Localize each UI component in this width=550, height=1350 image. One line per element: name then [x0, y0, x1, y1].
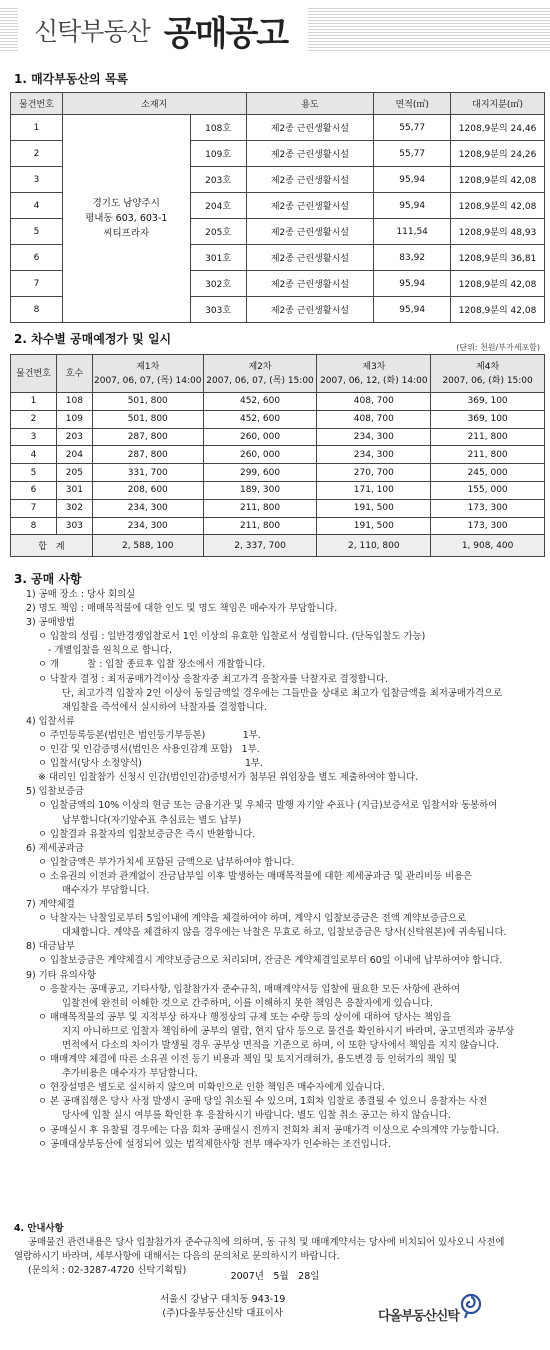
terms-line: ㅇ 낙찰자 결정 : 최저공매가격이상 응찰자중 최고가격 응찰자를 낙찰자로 결정합니다.	[38, 673, 388, 685]
item-no: 4	[11, 446, 57, 464]
terms-line: 단, 최고가격 입찰자 2인 이상이 동일금액일 경우에는 그들만을 상대로 최고가 입찰금액을 최저공매가격으로	[62, 687, 503, 699]
terms-line: 지지 아니하므로 입찰자 책임하에 공부의 열람, 현지 답사 등으로 물건을 확인하시기 바라며, 공고면적과 공부상	[62, 1025, 515, 1037]
price-cell: 270, 700	[317, 464, 431, 482]
unit-cell: 109	[56, 410, 92, 428]
logo-text: 다올부동산신탁	[378, 1309, 459, 1324]
item-no: 1	[11, 115, 63, 141]
area-cell: 95,94	[374, 193, 451, 219]
table-row	[11, 428, 545, 446]
round-label: 제4차	[476, 361, 500, 372]
unit-cell: 302호	[190, 271, 246, 297]
price-cell: 501, 800	[92, 393, 203, 411]
terms-line: ㅇ 소유권의 이전과 관계없이 잔금납부일 이후 발생하는 매매목적물에 대한 제세공과금 및 관리비등 비용은	[38, 870, 473, 882]
table-row	[11, 481, 545, 499]
total-cell: 2, 110, 800	[317, 535, 431, 557]
item-no: 2	[11, 410, 57, 428]
area-cell: 95,94	[374, 271, 451, 297]
item-no: 1	[11, 393, 57, 411]
terms-line: 9) 기타 유의사항	[26, 969, 96, 981]
round-label: 제3차	[362, 361, 386, 372]
item-no: 8	[11, 517, 57, 535]
price-cell: 234, 300	[317, 428, 431, 446]
col-header: 대지지분(㎡)	[451, 93, 545, 115]
terms-line: ㅇ 본 공매집행은 당사 사정 발생시 공매 당일 취소될 수 있으며, 1회차 입찰로 종결될 수 있으니 응찰자는 사전	[38, 1096, 488, 1108]
terms-line: ㅇ 입찰금액은 부가가치세 포함된 금액으로 납부하여야 합니다.	[38, 856, 295, 868]
terms-line: 납부합니다(자기앞수표 추심료는 별도 납부)	[62, 814, 242, 826]
unit-cell: 109호	[190, 141, 246, 167]
location-line: 평내동 603, 603-1	[85, 213, 168, 224]
price-cell: 211, 800	[431, 446, 545, 464]
area-cell: 95,94	[374, 297, 451, 323]
terms-line: ㅇ 매매목적물의 공부 및 지적부상 하자나 행정상의 규제 또는 수량 등의 상이에 대하여 당사는 책임을	[38, 1011, 452, 1023]
use-cell: 제2종 근린생활시설	[246, 115, 374, 141]
terms-line: ㅇ 입찰금액의 10% 이상의 현금 또는 금융기관 및 우체국 발행 자기앞 수표나 (지급)보증서로 입찰서와 동봉하여	[38, 800, 498, 812]
terms-line: ㅇ 주민등록등본(법인은 법인등기부등본) 1부.	[38, 729, 261, 741]
price-cell: 211, 800	[431, 428, 545, 446]
location-line: 씨티프라자	[103, 228, 150, 239]
col-header: 용도	[246, 93, 374, 115]
col-header: 소재지	[62, 93, 246, 115]
land-share-cell: 1208,9분의 42,08	[451, 193, 545, 219]
terms-line: 매수자가 부담합니다.	[62, 884, 150, 896]
terms-line: ㅇ 인감 및 인감증명서(법인은 사용인감계 포함) 1부.	[38, 744, 260, 756]
item-no: 8	[11, 297, 63, 323]
terms-line: ※ 대리인 입찰참가 신청시 인감(법인인감)증명서가 첨부된 위임장을 별도 제출하여야 합니다.	[38, 772, 419, 784]
price-cell: 234, 300	[317, 446, 431, 464]
price-cell: 211, 800	[203, 499, 317, 517]
land-share-cell: 1208,9분의 36,81	[451, 245, 545, 271]
price-cell: 171, 100	[317, 481, 431, 499]
terms-line: ㅇ 공매실시 후 유찰될 경우에는 다음 회차 공매실시 전까지 전회차 최저 공매가격 이상으로 수의계약 가능합니다.	[38, 1124, 500, 1136]
terms-line: ㅇ 입찰의 성립 : 일반경쟁입찰로서 1인 이상의 유효한 입찰로서 성립합니다. (단독입찰도 가능)	[38, 631, 426, 643]
price-cell: 452, 600	[203, 393, 317, 411]
terms-line: 추가비용은 매수자가 부담합니다.	[62, 1068, 198, 1080]
round-date: 2007, 06, (화) 15:00	[442, 375, 533, 386]
total-cell: 1, 908, 400	[431, 535, 545, 557]
price-cell: 408, 700	[317, 410, 431, 428]
location-line: 경기도 남양주시	[92, 198, 160, 209]
round-label: 제1차	[136, 361, 160, 372]
unit-cell: 108호	[190, 115, 246, 141]
total-cell: 2, 337, 700	[203, 535, 317, 557]
price-cell: 189, 300	[203, 481, 317, 499]
round1-header	[92, 355, 203, 393]
price-cell: 173, 300	[431, 499, 545, 517]
price-cell: 369, 100	[431, 393, 545, 411]
terms-line: ㅇ 응찰자는 공매공고, 기타사항, 입찰참가자 준수규칙, 매매계약서등 입찰에 필요한 모든 사항에 관하여	[38, 983, 461, 995]
table-row	[11, 410, 545, 428]
terms-line: 7) 계약체결	[26, 899, 75, 911]
price-cell: 331, 700	[92, 464, 203, 482]
terms-line: 면적에서 다소의 차이가 발생될 경우 공부상 면적을 기준으로 하며, 이 또한 당사에서 책임을 지지 않습니다.	[62, 1040, 500, 1051]
terms-line: 5) 입찰보증금	[26, 786, 84, 798]
header-title-box	[18, 8, 308, 52]
price-schedule-table	[10, 354, 545, 557]
use-cell: 제2종 근린생활시설	[246, 141, 374, 167]
land-share-cell: 1208,9분의 42,08	[451, 271, 545, 297]
round2-header	[203, 355, 317, 393]
use-cell: 제2종 근린생활시설	[246, 271, 374, 297]
price-cell: 408, 700	[317, 393, 431, 411]
swirl-logo-icon	[460, 1293, 482, 1319]
area-cell: 55,77	[374, 141, 451, 167]
table-row	[11, 115, 545, 141]
round-date: 2007, 06, 07, (목) 15:00	[206, 375, 314, 386]
item-no: 5	[11, 219, 63, 245]
land-share-cell: 1208,9분의 24,26	[451, 141, 545, 167]
unit-cell: 301	[56, 481, 92, 499]
terms-line: ㅇ 공매대상부동산에 설정되어 있는 법적제한사항 전부 매수자가 인수하는 조건입니다.	[38, 1138, 391, 1150]
unit-cell: 303	[56, 517, 92, 535]
area-cell: 95,94	[374, 167, 451, 193]
item-no: 7	[11, 499, 57, 517]
price-cell: 260, 000	[203, 428, 317, 446]
total-row	[11, 535, 545, 557]
item-no: 3	[11, 428, 57, 446]
section3-title: 3. 공매 사항	[14, 572, 82, 586]
terms-line: ㅇ 개 찰 : 입찰 종료후 입찰 장소에서 개찰합니다.	[38, 659, 266, 671]
unit-cell: 301호	[190, 245, 246, 271]
issuer-block	[160, 1293, 285, 1321]
terms-line: 재입찰을 즉석에서 실시하여 낙찰자를 결정합니다.	[62, 701, 268, 713]
terms-line: 2) 명도 책임 : 매매목적물에 대한 인도 및 명도 책임은 매수자가 부담합니다.	[26, 603, 338, 615]
table-row	[11, 393, 545, 411]
unit-cell: 302	[56, 499, 92, 517]
col-header: 호수	[56, 355, 92, 393]
unit-cell: 203	[56, 428, 92, 446]
price-cell: 245, 000	[431, 464, 545, 482]
terms-line: ㅇ 입찰결과 유찰자의 입찰보증금은 즉시 반환합니다.	[38, 828, 256, 840]
item-no: 2	[11, 141, 63, 167]
terms-line: 대체합니다. 계약을 체결하지 않을 경우에는 낙찰은 무효로 하고, 입찰보증금은 당사(신탁원본)에 귀속됩니다.	[62, 927, 507, 939]
round-label: 제2차	[248, 361, 272, 372]
col-header: 물건번호	[11, 93, 63, 115]
price-cell: 287, 800	[92, 446, 203, 464]
terms-line: 6) 제세공과금	[26, 842, 84, 854]
price-cell: 287, 800	[92, 428, 203, 446]
property-list-table	[10, 92, 545, 323]
price-cell: 191, 500	[317, 499, 431, 517]
unit-cell: 205	[56, 464, 92, 482]
price-cell: 299, 600	[203, 464, 317, 482]
land-share-cell: 1208,9분의 42,08	[451, 297, 545, 323]
item-no: 4	[11, 193, 63, 219]
table-row	[11, 446, 545, 464]
issuer-name: (주)다올부동산신탁 대표이사	[162, 1308, 283, 1319]
round4-header	[431, 355, 545, 393]
unit-cell: 204호	[190, 193, 246, 219]
header-title: 공매공고	[163, 13, 288, 54]
round-date: 2007, 06, 12, (화) 14:00	[320, 375, 428, 386]
terms-line: 당사에 입찰 실시 여부를 확인한 후 응찰하시기 바랍니다. 별도 입찰 취소 공고는 하지 않습니다.	[62, 1110, 451, 1122]
area-cell: 83,92	[374, 245, 451, 271]
location-cell	[62, 115, 190, 323]
guide-text: 공매물건 관련내용은 당사 입찰참가자 준수규칙에 의하며, 동 규칙 및 매매계약서는 당사에 비치되어 있사오니 사전에	[28, 1237, 505, 1249]
terms-line: 입찰전에 완전히 이해한 것으로 간주하며, 이를 이해하지 못한 책임은 응찰자에게 있습니다.	[62, 997, 433, 1009]
price-cell: 369, 100	[431, 410, 545, 428]
land-share-cell: 1208,9분의 42,08	[451, 167, 545, 193]
round-date: 2007, 06, 07, (목) 14:00	[94, 375, 202, 386]
terms-line: ㅇ 입찰보증금은 계약체결시 계약보증금으로 처리되며, 잔금은 계약체결일로부터 60일 이내에 납부하여야 합니다.	[38, 955, 503, 967]
terms-line: ㅇ 낙찰자는 낙찰일로부터 5일이내에 계약을 체결하여야 하며, 계약시 입찰보증금은 전액 계약보증금으로	[38, 913, 467, 925]
land-share-cell: 1208,9분의 48,93	[451, 219, 545, 245]
table-row	[11, 499, 545, 517]
auction-terms	[14, 588, 544, 1152]
item-no: 3	[11, 167, 63, 193]
use-cell: 제2종 근린생활시설	[246, 297, 374, 323]
price-cell: 191, 500	[317, 517, 431, 535]
land-share-cell: 1208,9분의 24,46	[451, 115, 545, 141]
guide-text: 열람하시기 바라며, 세부사항에 대해서는 다음의 문의처로 문의하시기 바랍니다.	[14, 1251, 340, 1263]
notice-date: 2007년 5월 28일	[230, 1271, 320, 1282]
table-row	[11, 464, 545, 482]
terms-line: ㅇ 입찰서(당사 소정양식) 1부.	[38, 758, 263, 770]
price-cell: 234, 300	[92, 517, 203, 535]
area-cell: 111,54	[374, 219, 451, 245]
terms-line: 1) 공매 장소 : 당사 회의실	[26, 589, 136, 600]
price-cell: 260, 000	[203, 446, 317, 464]
unit-cell: 203호	[190, 167, 246, 193]
header	[0, 0, 550, 60]
use-cell: 제2종 근린생활시설	[246, 193, 374, 219]
header-brand: 신탁부동산	[34, 17, 150, 46]
unit-cell: 204	[56, 446, 92, 464]
item-no: 6	[11, 245, 63, 271]
item-no: 6	[11, 481, 57, 499]
price-cell: 501, 800	[92, 410, 203, 428]
issuer-address: 서울시 강남구 대치동 943-19	[160, 1294, 286, 1305]
section1-title: 1. 매각부동산의 목록	[14, 72, 129, 86]
total-label: 합 계	[11, 535, 93, 557]
contact-text: (문의처 : 02-3287-4720 신탁기획팀)	[28, 1265, 187, 1277]
price-cell: 211, 800	[203, 517, 317, 535]
terms-line: - 개별입찰을 원칙으로 합니다.	[48, 645, 172, 657]
terms-line: ㅇ 현장설명은 별도로 실시하지 않으며 미확인으로 인한 책임은 매수자에게 있습니다.	[38, 1082, 385, 1094]
use-cell: 제2종 근린생활시설	[246, 167, 374, 193]
area-cell: 55,77	[374, 115, 451, 141]
section2-title: 2. 차수별 공매예정가 및 일시	[14, 332, 172, 346]
round3-header	[317, 355, 431, 393]
col-header: 면적(㎡)	[374, 93, 451, 115]
item-no: 7	[11, 271, 63, 297]
price-cell: 155, 000	[431, 481, 545, 499]
terms-line: 4) 입찰서류	[26, 715, 75, 727]
terms-line: 8) 대금납부	[26, 941, 75, 953]
terms-line: ㅇ 매매계약 체결에 따른 소유권 이전 등기 비용과 책임 및 토지거래허가, 용도변경 등 인허가의 책임 및	[38, 1054, 457, 1066]
terms-line: 3) 공매방법	[26, 617, 75, 629]
item-no: 5	[11, 464, 57, 482]
col-header: 물건번호	[11, 355, 57, 393]
unit-cell: 205호	[190, 219, 246, 245]
price-cell: 452, 600	[203, 410, 317, 428]
unit-cell: 303호	[190, 297, 246, 323]
table-row	[11, 517, 545, 535]
price-cell: 234, 300	[92, 499, 203, 517]
use-cell: 제2종 근린생활시설	[246, 219, 374, 245]
company-logo	[378, 1285, 482, 1324]
total-cell: 2, 588, 100	[92, 535, 203, 557]
use-cell: 제2종 근린생활시설	[246, 245, 374, 271]
unit-cell: 108	[56, 393, 92, 411]
section4-title: 4. 안내사항	[14, 1223, 64, 1234]
price-cell: 208, 600	[92, 481, 203, 499]
price-cell: 173, 300	[431, 517, 545, 535]
unit-note: (단위: 천원/부가세포함)	[456, 343, 540, 352]
